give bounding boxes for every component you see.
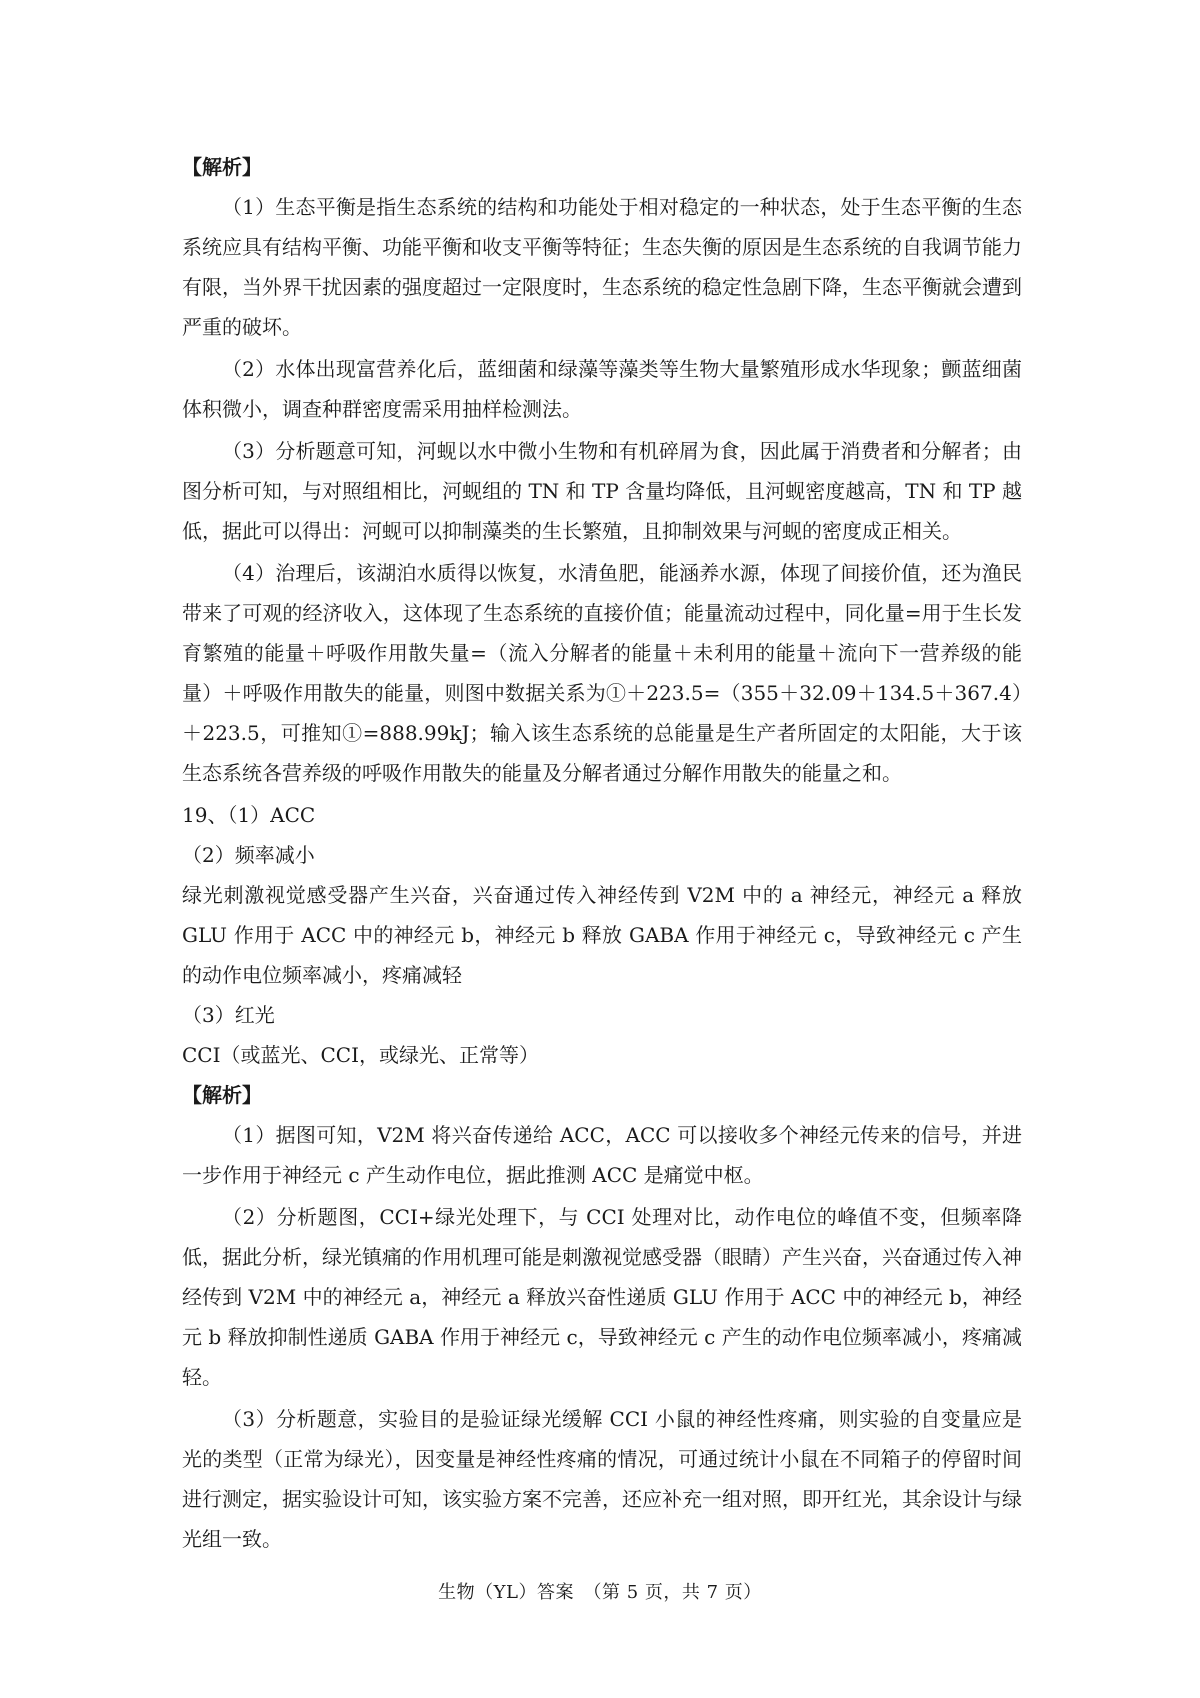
q18-analysis-part-2: （2）水体出现富营养化后，蓝细菌和绿藻等藻类等生物大量繁殖形成水华现象；颤蓝细菌体积微小，调查种群密度需采用抽样检测法。: [182, 357, 1022, 421]
q19-answer-1: 19、（1）ACC: [182, 803, 316, 827]
q18-analysis-part-4: （4）治理后，该湖泊水质得以恢复，水清鱼肥，能涵养水源，体现了间接价值，还为渔民带来了可观的经济收入，这体现了生态系统的直接价值；能量流动过程中，同化量=用于生长发育繁殖的能量＋呼吸作用散失量=（流入分解者的能量＋未利用的能量＋流向下一营养级的能量）＋呼吸作用散失的能量，则图中数据关系为①＋223.5=（355＋32.09＋134.5＋367.4）＋223.5，可推知①=888.99kJ；输入该生态系统的总能量是生产者所固定的太阳能，大于该生态系统各营养级的呼吸作用散失的能量及分解者通过分解作用散失的能量之和。: [182, 561, 1022, 785]
q19-answer-2: （2）频率减小: [182, 843, 315, 867]
analysis-heading: 【解析】: [182, 155, 262, 179]
document-body: [182, 147, 1022, 1561]
q18-analysis-part-1: （1）生态平衡是指生态系统的结构和功能处于相对稳定的一种状态，处于生态平衡的生态系统应具有结构平衡、功能平衡和收支平衡等特征；生态失衡的原因是生态系统的自我调节能力有限，当外界干扰因素的强度超过一定限度时，生态系统的稳定性急剧下降，生态平衡就会遭到严重的破坏。: [182, 195, 1022, 339]
q19-answer-3-control: CCI（或蓝光、CCI，或绿光、正常等）: [182, 1043, 540, 1067]
analysis-heading: 【解析】: [182, 1083, 262, 1107]
q18-analysis-part-3: （3）分析题意可知，河蚬以水中微小生物和有机碎屑为食，因此属于消费者和分解者；由图分析可知，与对照组相比，河蚬组的 TN 和 TP 含量均降低，且河蚬密度越高，TN 和 TP 越低，据此可以得出：河蚬可以抑制藻类的生长繁殖，且抑制效果与河蚬的密度成正相关。: [182, 439, 1022, 543]
q19-answer-2-explanation: 绿光刺激视觉感受器产生兴奋，兴奋通过传入神经传到 V2M 中的 a 神经元，神经元 a 释放 GLU 作用于 ACC 中的神经元 b，神经元 b 释放 GABA 作用于神经元 c，导致神经元 c 产生的动作电位频率减小，疼痛减轻: [182, 883, 1022, 987]
page-footer: 生物（YL）答案 （第 5 页，共 7 页）: [438, 1582, 762, 1603]
q19-answer-3: （3）红光: [182, 1003, 275, 1027]
q19-analysis-part-2: （2）分析题图，CCI+绿光处理下，与 CCI 处理对比，动作电位的峰值不变，但频率降低，据此分析，绿光镇痛的作用机理可能是刺激视觉感受器（眼睛）产生兴奋，兴奋通过传入神经传到 V2M 中的神经元 a，神经元 a 释放兴奋性递质 GLU 作用于 ACC 中的神经元 b，神经元 b 释放抑制性递质 GABA 作用于神经元 c，导致神经元 c 产生的动作电位频率减小，疼痛减轻。: [182, 1205, 1022, 1389]
q19-analysis-part-3: （3）分析题意，实验目的是验证绿光缓解 CCI 小鼠的神经性疼痛，则实验的自变量应是光的类型（正常为绿光），因变量是神经性疼痛的情况，可通过统计小鼠在不同箱子的停留时间进行测定，据实验设计可知，该实验方案不完善，还应补充一组对照，即开红光，其余设计与绿光组一致。: [182, 1407, 1022, 1551]
q19-analysis-part-1: （1）据图可知，V2M 将兴奋传递给 ACC，ACC 可以接收多个神经元传来的信号，并进一步作用于神经元 c 产生动作电位，据此推测 ACC 是痛觉中枢。: [182, 1123, 1022, 1187]
